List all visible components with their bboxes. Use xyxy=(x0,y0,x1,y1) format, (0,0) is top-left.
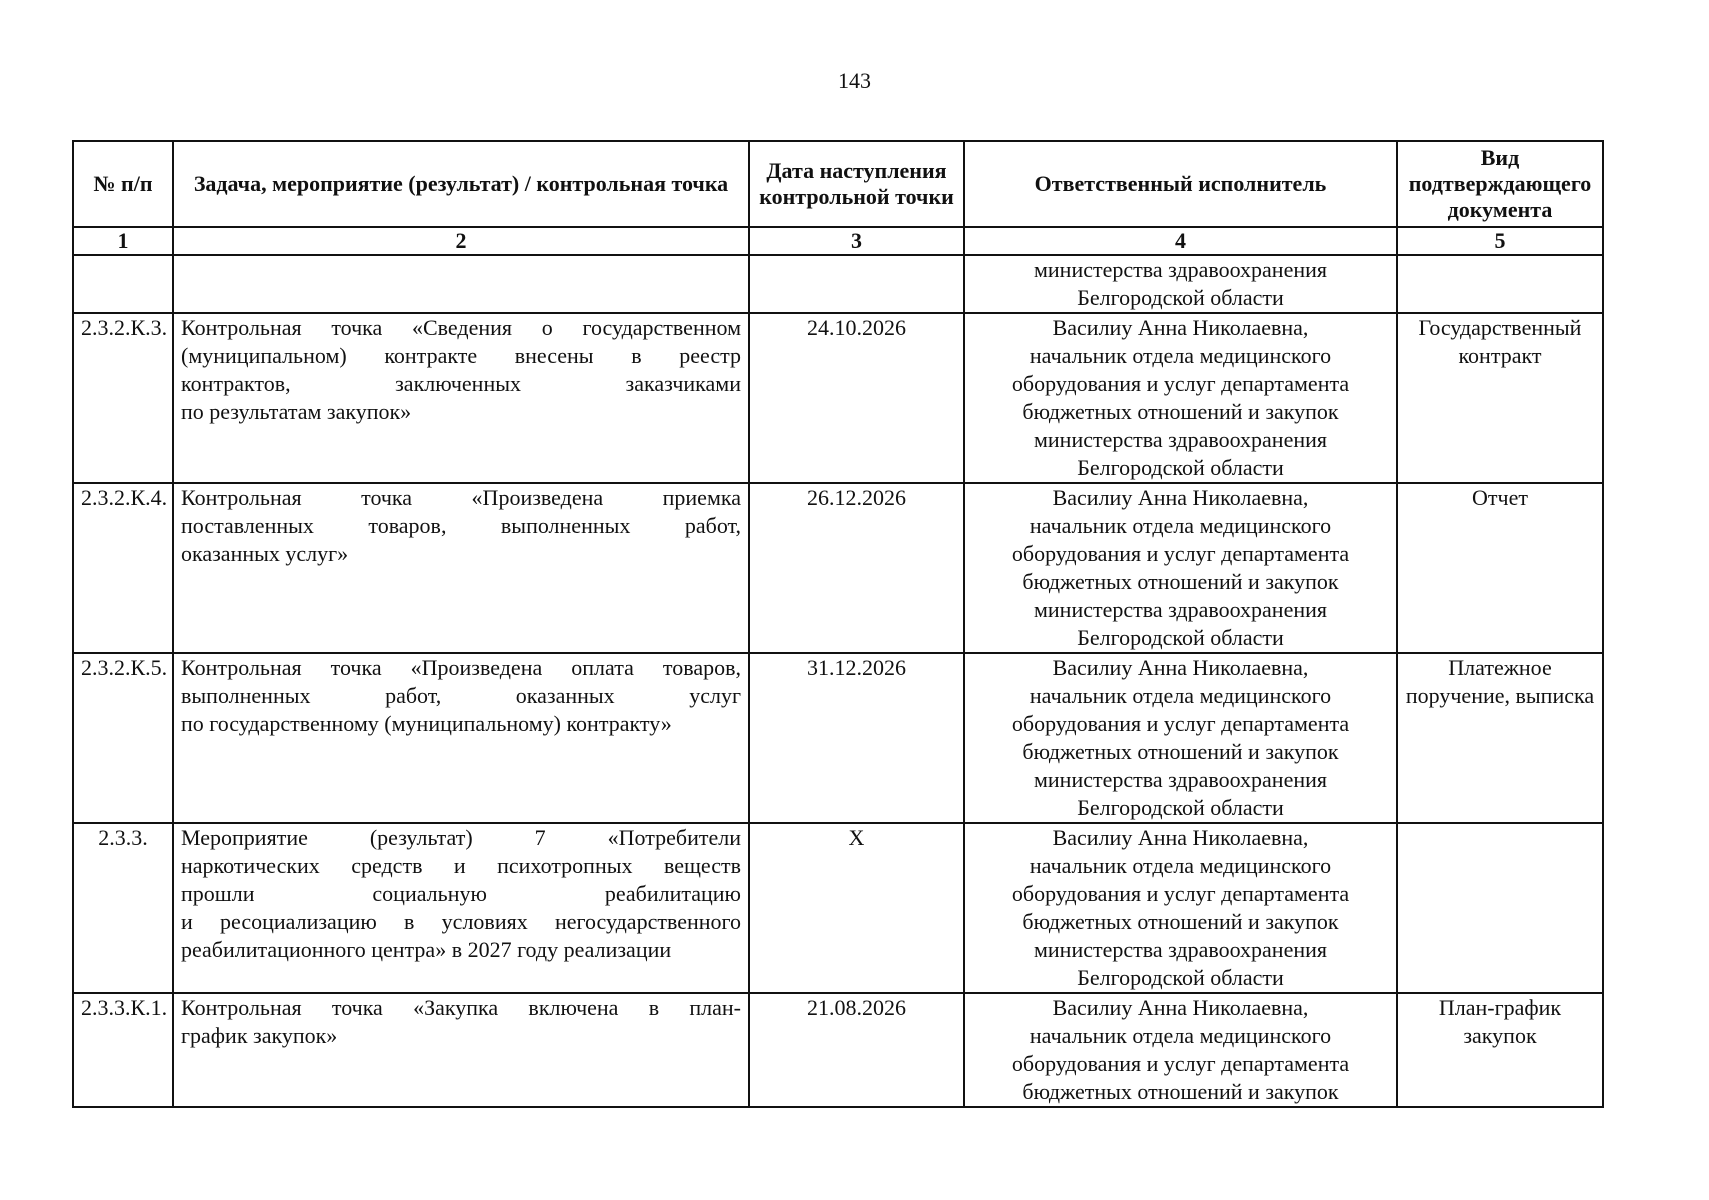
row-number: 2.3.3. xyxy=(73,823,173,993)
task-line: Контрольная точка «Закупка включена в план- xyxy=(181,995,741,1020)
task-line: реабилитационного центра» в 2027 году реализации xyxy=(181,937,672,962)
task-line: поставленных товаров, выполненных работ, xyxy=(181,513,741,538)
header-date: Дата наступления контрольной точки xyxy=(749,141,964,227)
row-task xyxy=(173,653,749,823)
task-line: Контрольная точка «Произведена оплата товаров, xyxy=(181,655,741,680)
header-number: № п/п xyxy=(73,141,173,227)
task-line: наркотических средств и психотропных веществ xyxy=(181,853,741,878)
row-document xyxy=(1397,255,1603,313)
task-line: график закупок» xyxy=(181,1023,338,1048)
row-task xyxy=(173,313,749,483)
row-date xyxy=(749,255,964,313)
row-task xyxy=(173,993,749,1107)
row-number: 2.3.2.К.4. xyxy=(73,483,173,653)
table-row xyxy=(73,483,1603,653)
task-line: выполненных работ, оказанных услуг xyxy=(181,683,741,708)
task-line: контрактов, заключенных заказчиками xyxy=(181,371,741,396)
task-line: оказанных услуг» xyxy=(181,541,349,566)
row-document: Отчет xyxy=(1397,483,1603,653)
task-line: по результатам закупок» xyxy=(181,399,412,424)
row-number: 2.3.2.К.5. xyxy=(73,653,173,823)
row-responsible: Василиу Анна Николаевна, начальник отдела медицинского оборудования и услуг департамента бюджетных отношений и закупок министерства здравоохранения Белгородской области xyxy=(964,313,1397,483)
row-document: План-график закупок xyxy=(1397,993,1603,1107)
column-number: 1 xyxy=(73,227,173,255)
table-row xyxy=(73,993,1603,1107)
page-number: 143 xyxy=(838,68,871,93)
task-line: Мероприятие (результат) 7 «Потребители xyxy=(181,825,741,850)
table-row xyxy=(73,313,1603,483)
table-header-row xyxy=(73,141,1603,227)
row-document: Платежное поручение, выписка xyxy=(1397,653,1603,823)
header-task: Задача, мероприятие (результат) / контрольная точка xyxy=(173,141,749,227)
column-number: 4 xyxy=(964,227,1397,255)
row-responsible: Василиу Анна Николаевна, начальник отдела медицинского оборудования и услуг департамента бюджетных отношений и закупок министерства здравоохранения Белгородской области xyxy=(964,483,1397,653)
task-line: Контрольная точка «Сведения о государственном xyxy=(181,315,741,340)
row-responsible: министерства здравоохранения Белгородской области xyxy=(964,255,1397,313)
task-line: по государственному (муниципальному) контракту» xyxy=(181,711,672,736)
row-task xyxy=(173,255,749,313)
row-responsible: Василиу Анна Николаевна, начальник отдела медицинского оборудования и услуг департамента бюджетных отношений и закупок xyxy=(964,993,1397,1107)
header-document: Вид подтверждающего документа xyxy=(1397,141,1603,227)
column-number: 5 xyxy=(1397,227,1603,255)
task-line: и ресоциализацию в условиях негосударственного xyxy=(181,909,741,934)
table-row xyxy=(73,255,1603,313)
row-date: 31.12.2026 xyxy=(749,653,964,823)
table-body xyxy=(73,255,1603,1107)
row-task xyxy=(173,483,749,653)
row-document xyxy=(1397,823,1603,993)
task-line: (муниципальном) контракте внесены в реестр xyxy=(181,343,741,368)
column-number: 2 xyxy=(173,227,749,255)
row-date: 21.08.2026 xyxy=(749,993,964,1107)
row-task xyxy=(173,823,749,993)
row-number xyxy=(73,255,173,313)
task-line: прошли социальную реабилитацию xyxy=(181,881,741,906)
control-points-table xyxy=(72,140,1604,1108)
column-number: 3 xyxy=(749,227,964,255)
row-responsible: Василиу Анна Николаевна, начальник отдела медицинского оборудования и услуг департамента бюджетных отношений и закупок министерства здравоохранения Белгородской области xyxy=(964,823,1397,993)
row-date: 24.10.2026 xyxy=(749,313,964,483)
row-date: X xyxy=(749,823,964,993)
table-row xyxy=(73,653,1603,823)
row-number: 2.3.2.К.3. xyxy=(73,313,173,483)
table-row xyxy=(73,823,1603,993)
row-responsible: Василиу Анна Николаевна, начальник отдела медицинского оборудования и услуг департамента бюджетных отношений и закупок министерства здравоохранения Белгородской области xyxy=(964,653,1397,823)
row-number: 2.3.3.К.1. xyxy=(73,993,173,1107)
task-line: Контрольная точка «Произведена приемка xyxy=(181,485,741,510)
header-responsible: Ответственный исполнитель xyxy=(964,141,1397,227)
row-date: 26.12.2026 xyxy=(749,483,964,653)
row-document: Государственный контракт xyxy=(1397,313,1603,483)
column-number-row xyxy=(73,227,1603,255)
